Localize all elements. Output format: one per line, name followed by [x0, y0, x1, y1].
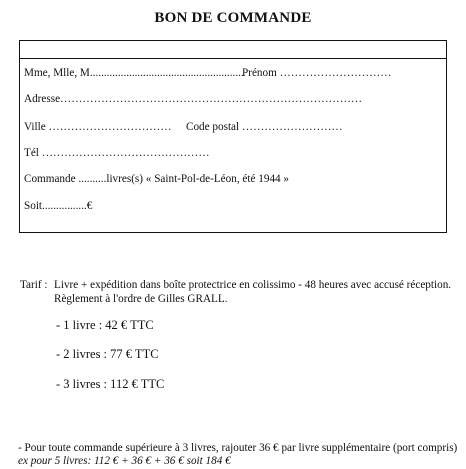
price-2-books: - 2 livres : 77 € TTC: [56, 347, 159, 361]
tarif-label: Tarif :: [20, 279, 48, 291]
postal-code-field[interactable]: Code postal ………………………: [186, 121, 343, 133]
name-field[interactable]: Mme, Mlle, M.......................................................: [24, 67, 244, 79]
tarif-text: Livre + expédition dans boîte protectrice en colissimo - 48 heures avec accusé réception. Règlement à l'ordre de Gilles GRALL.: [54, 279, 452, 305]
total-field[interactable]: Soit................€: [24, 200, 93, 212]
note-main: - Pour toute commande supérieure à 3 livres, rajouter 36 € par livre supplémentaire (port compris): [18, 442, 458, 454]
note-example: ex pour 5 livres: 112 € + 36 € + 36 € soit 184 €: [18, 455, 231, 467]
address-field[interactable]: Adresse………………………………………………………………………: [24, 93, 363, 105]
order-form: [19, 40, 447, 233]
price-3-books: - 3 livres : 112 € TTC: [56, 377, 165, 391]
page-title: BON DE COMMANDE: [154, 10, 312, 26]
city-field[interactable]: Ville ……………………………: [24, 121, 172, 133]
order-quantity-field[interactable]: Commande ..........livres(s) « Saint-Pol-de-Léon, été 1944 »: [24, 173, 290, 185]
form-header-band: [20, 58, 446, 59]
phone-field[interactable]: Tél ………………………………………: [24, 147, 210, 159]
price-1-book: - 1 livre : 42 € TTC: [56, 318, 154, 332]
firstname-field[interactable]: Prénom …………………………: [242, 67, 392, 79]
extra-books-note: [18, 442, 458, 468]
